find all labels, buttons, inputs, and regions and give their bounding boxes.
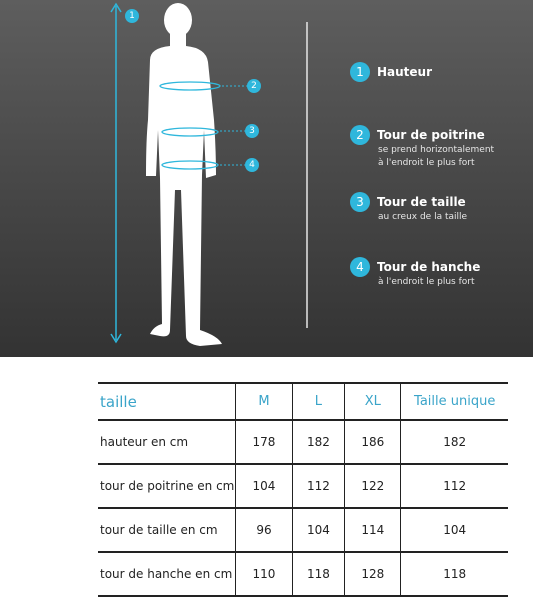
- legend-4-badge: 4: [350, 257, 370, 277]
- legend-2-sub2: à l'endroit le plus fort: [378, 158, 475, 168]
- table-header-row: [98, 383, 508, 420]
- header-size-l: L: [292, 383, 345, 420]
- cell-unique: 182: [401, 420, 508, 464]
- legend-2-title: Tour de poitrine: [377, 128, 485, 142]
- legend-3-title: Tour de taille: [377, 195, 466, 209]
- table-row: [98, 464, 508, 508]
- man-silhouette: [146, 3, 222, 346]
- header-size-xl: XL: [345, 383, 401, 420]
- header-size-m: M: [236, 383, 292, 420]
- table-row: [98, 552, 508, 596]
- legend-1-badge: 1: [350, 62, 370, 82]
- cell-m: 96: [236, 508, 292, 552]
- cell-m: 178: [236, 420, 292, 464]
- cell-unique: 112: [401, 464, 508, 508]
- cell-l: 104: [292, 508, 345, 552]
- cell-xl: 128: [345, 552, 401, 596]
- legend-3-badge: 3: [350, 192, 370, 212]
- table-row: [98, 508, 508, 552]
- marker-3-badge: 3: [245, 124, 259, 138]
- legend-4-title: Tour de hanche: [377, 260, 481, 274]
- header-size-unique: Taille unique: [401, 383, 508, 420]
- table-row: [98, 420, 508, 464]
- header-taille: taille: [98, 383, 236, 420]
- cell-xl: 186: [345, 420, 401, 464]
- row-label: tour de hanche en cm: [98, 552, 236, 596]
- cell-m: 110: [236, 552, 292, 596]
- height-arrow-icon: [111, 4, 121, 342]
- row-label: tour de poitrine en cm: [98, 464, 236, 508]
- legend-3-sub1: au creux de la taille: [378, 212, 468, 222]
- row-label: tour de taille en cm: [98, 508, 236, 552]
- cell-unique: 118: [401, 552, 508, 596]
- cell-unique: 104: [401, 508, 508, 552]
- cell-l: 112: [292, 464, 345, 508]
- cell-xl: 122: [345, 464, 401, 508]
- legend-2-sub1: se prend horizontalement: [378, 145, 495, 155]
- row-label: hauteur en cm: [98, 420, 236, 464]
- legend-1-title: Hauteur: [377, 65, 433, 79]
- cell-m: 104: [236, 464, 292, 508]
- size-chart-table: [98, 382, 508, 597]
- cell-xl: 114: [345, 508, 401, 552]
- marker-1-badge: 1: [125, 9, 139, 23]
- cell-l: 118: [292, 552, 345, 596]
- legend-2-badge: 2: [350, 125, 370, 145]
- legend-4-sub1: à l'endroit le plus fort: [378, 277, 475, 287]
- marker-4-badge: 4: [245, 158, 259, 172]
- cell-l: 182: [292, 420, 345, 464]
- marker-2-badge: 2: [247, 79, 261, 93]
